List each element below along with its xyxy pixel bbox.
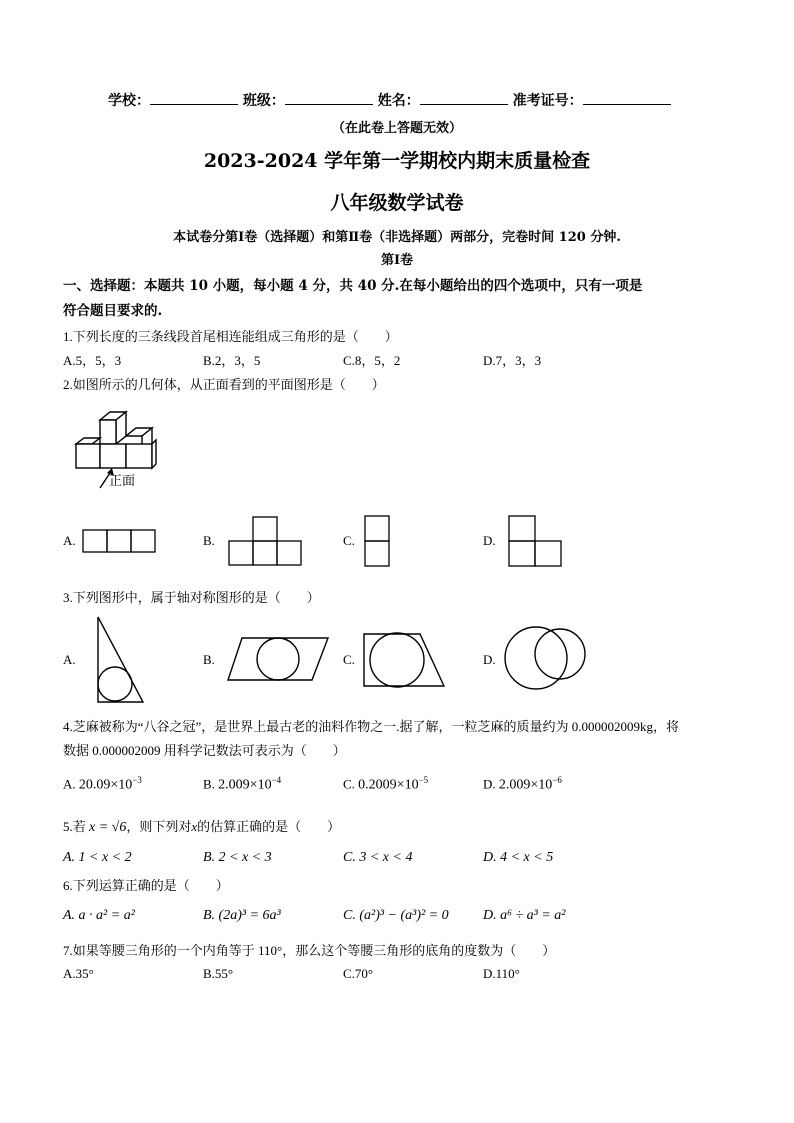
header-note: （在此卷上答题无效） — [331, 121, 462, 136]
q5-option-b[interactable]: B. 2 < x < 3 — [203, 850, 272, 865]
exam-title: 2023-2024 学年第一学期校内期末质量检查 — [203, 150, 591, 172]
section1-line2: 符合题目要求的. — [63, 303, 163, 319]
q2-option-c-label[interactable]: C. — [343, 533, 355, 548]
q2-option-d-label[interactable]: D. — [483, 533, 496, 548]
q2-option-d-figure[interactable] — [507, 514, 565, 570]
q5-option-d[interactable]: D. 4 < x < 5 — [483, 850, 554, 865]
field-school-label: 学校： — [108, 93, 150, 109]
q2-option-b-label[interactable]: B. — [203, 533, 215, 548]
field-class-blank[interactable] — [285, 90, 373, 105]
q3-option-a-label[interactable]: A. — [63, 652, 76, 667]
q1-option-d[interactable]: D.7，3，3 — [483, 353, 542, 368]
q2-stem: 2.如图所示的几何体，从正面看到的平面图形是（ ） — [63, 377, 385, 392]
exam-subtitle: 八年级数学试卷 — [330, 192, 464, 214]
q7-option-c[interactable]: C.70° — [343, 966, 374, 981]
q4-option-d-label: D. — [483, 776, 496, 792]
q1-option-b[interactable]: B.2，3，5 — [203, 353, 261, 368]
field-name-blank[interactable] — [420, 90, 508, 105]
q4-stem-line2: 数据 0.000002009 用科学记数法可表示为（ ） — [63, 743, 346, 758]
q1-option-c[interactable]: C.8，5，2 — [343, 353, 401, 368]
q3-option-b-label[interactable]: B. — [203, 652, 215, 667]
q4-option-b-exp: −4 — [271, 775, 282, 785]
field-examno-blank[interactable] — [583, 90, 671, 105]
q7-option-d[interactable]: D.110° — [483, 966, 520, 981]
q2-option-c-figure[interactable] — [363, 514, 393, 570]
q3-option-a-figure[interactable] — [95, 614, 147, 706]
q4-option-c[interactable] — [343, 775, 428, 793]
q2-front-label: 正面 — [109, 474, 136, 489]
q2-option-a-label[interactable]: A. — [63, 533, 76, 548]
q6-stem: 6.下列运算正确的是（ ） — [63, 878, 229, 893]
q4-option-a-exp: −3 — [132, 775, 142, 785]
q7-option-a[interactable]: A.35° — [63, 966, 94, 981]
part-label: 第Ⅰ卷 — [380, 253, 414, 268]
q5-option-a[interactable]: A. 1 < x < 2 — [63, 850, 132, 865]
q5-stem-var: x — [191, 819, 198, 834]
q7-stem: 7.如果等腰三角形的一个内角等于 110°，那么这个等腰三角形的底角的度数为（ ） — [63, 943, 556, 958]
section1-line1: 一、选择题：本题共 10 小题，每小题 4 分，共 40 分.在每小题给出的四个选项中，只有一项是 — [63, 278, 643, 294]
q7-option-b[interactable]: B.55° — [203, 966, 234, 981]
q6-option-d[interactable]: D. a⁶ ÷ a³ = a² — [483, 908, 566, 923]
q3-option-d-figure[interactable] — [503, 624, 589, 692]
q4-option-c-base: 0.2009×10 — [358, 777, 419, 793]
q6-option-b[interactable]: B. (2a)³ = 6a³ — [203, 908, 281, 923]
q3-option-d-label[interactable]: D. — [483, 652, 496, 667]
q4-option-a-label: A. — [63, 776, 76, 792]
q5-stem-math: x = √6 — [89, 820, 127, 835]
q3-option-b-figure[interactable] — [226, 636, 330, 682]
field-name-label: 姓名： — [377, 93, 420, 109]
field-examno-label: 准考证号： — [512, 93, 583, 109]
q6-option-a[interactable]: A. a · a² = a² — [63, 908, 135, 923]
q2-option-b-figure[interactable] — [227, 516, 303, 568]
q4-stem-line1: 4.芝麻被称为“八谷之冠”，是世界上最古老的油料作物之一.据了解，一粒芝麻的质量约为 0.000002009kg，将 — [63, 719, 680, 734]
q4-option-b-base: 2.009×10 — [218, 777, 272, 793]
q4-option-a-base: 20.09×10 — [78, 777, 133, 793]
q3-option-c-label[interactable]: C. — [343, 652, 355, 667]
q5-stem-end: 的估算正确的是（ ） — [197, 819, 341, 834]
q1-stem: 1.下列长度的三条线段首尾相连能组成三角形的是（ ） — [63, 329, 398, 344]
q4-option-d-base: 2.009×10 — [498, 777, 553, 793]
header-fields — [108, 90, 671, 110]
q2-option-a-figure[interactable] — [82, 529, 156, 555]
q4-option-d-exp: −6 — [552, 775, 562, 785]
q3-option-c-figure[interactable] — [362, 632, 446, 690]
q4-option-c-label: C. — [343, 776, 355, 792]
exam-instructions: 本试卷分第Ⅰ卷（选择题）和第Ⅱ卷（非选择题）两部分，完卷时间 120 分钟. — [173, 230, 621, 245]
q1-option-a[interactable]: A.5，5，3 — [63, 353, 122, 368]
field-school-blank[interactable] — [150, 90, 238, 105]
field-class-label: 班级： — [242, 93, 285, 109]
q6-option-c[interactable]: C. (a²)³ − (a³)² = 0 — [343, 908, 449, 923]
q3-stem: 3.下列图形中，属于轴对称图形的是（ ） — [63, 590, 320, 605]
q4-option-b-label: B. — [203, 776, 215, 792]
q5-stem-pre: 5.若 — [63, 819, 86, 834]
q5-option-c[interactable]: C. 3 < x < 4 — [343, 850, 413, 865]
q4-option-c-exp: −5 — [418, 775, 429, 785]
q4-option-d[interactable] — [483, 775, 562, 793]
q4-option-a[interactable] — [63, 775, 142, 793]
q4-option-b[interactable] — [203, 775, 281, 793]
q5-stem-post: ，则下列对 — [126, 819, 192, 834]
q5-stem — [63, 816, 340, 836]
